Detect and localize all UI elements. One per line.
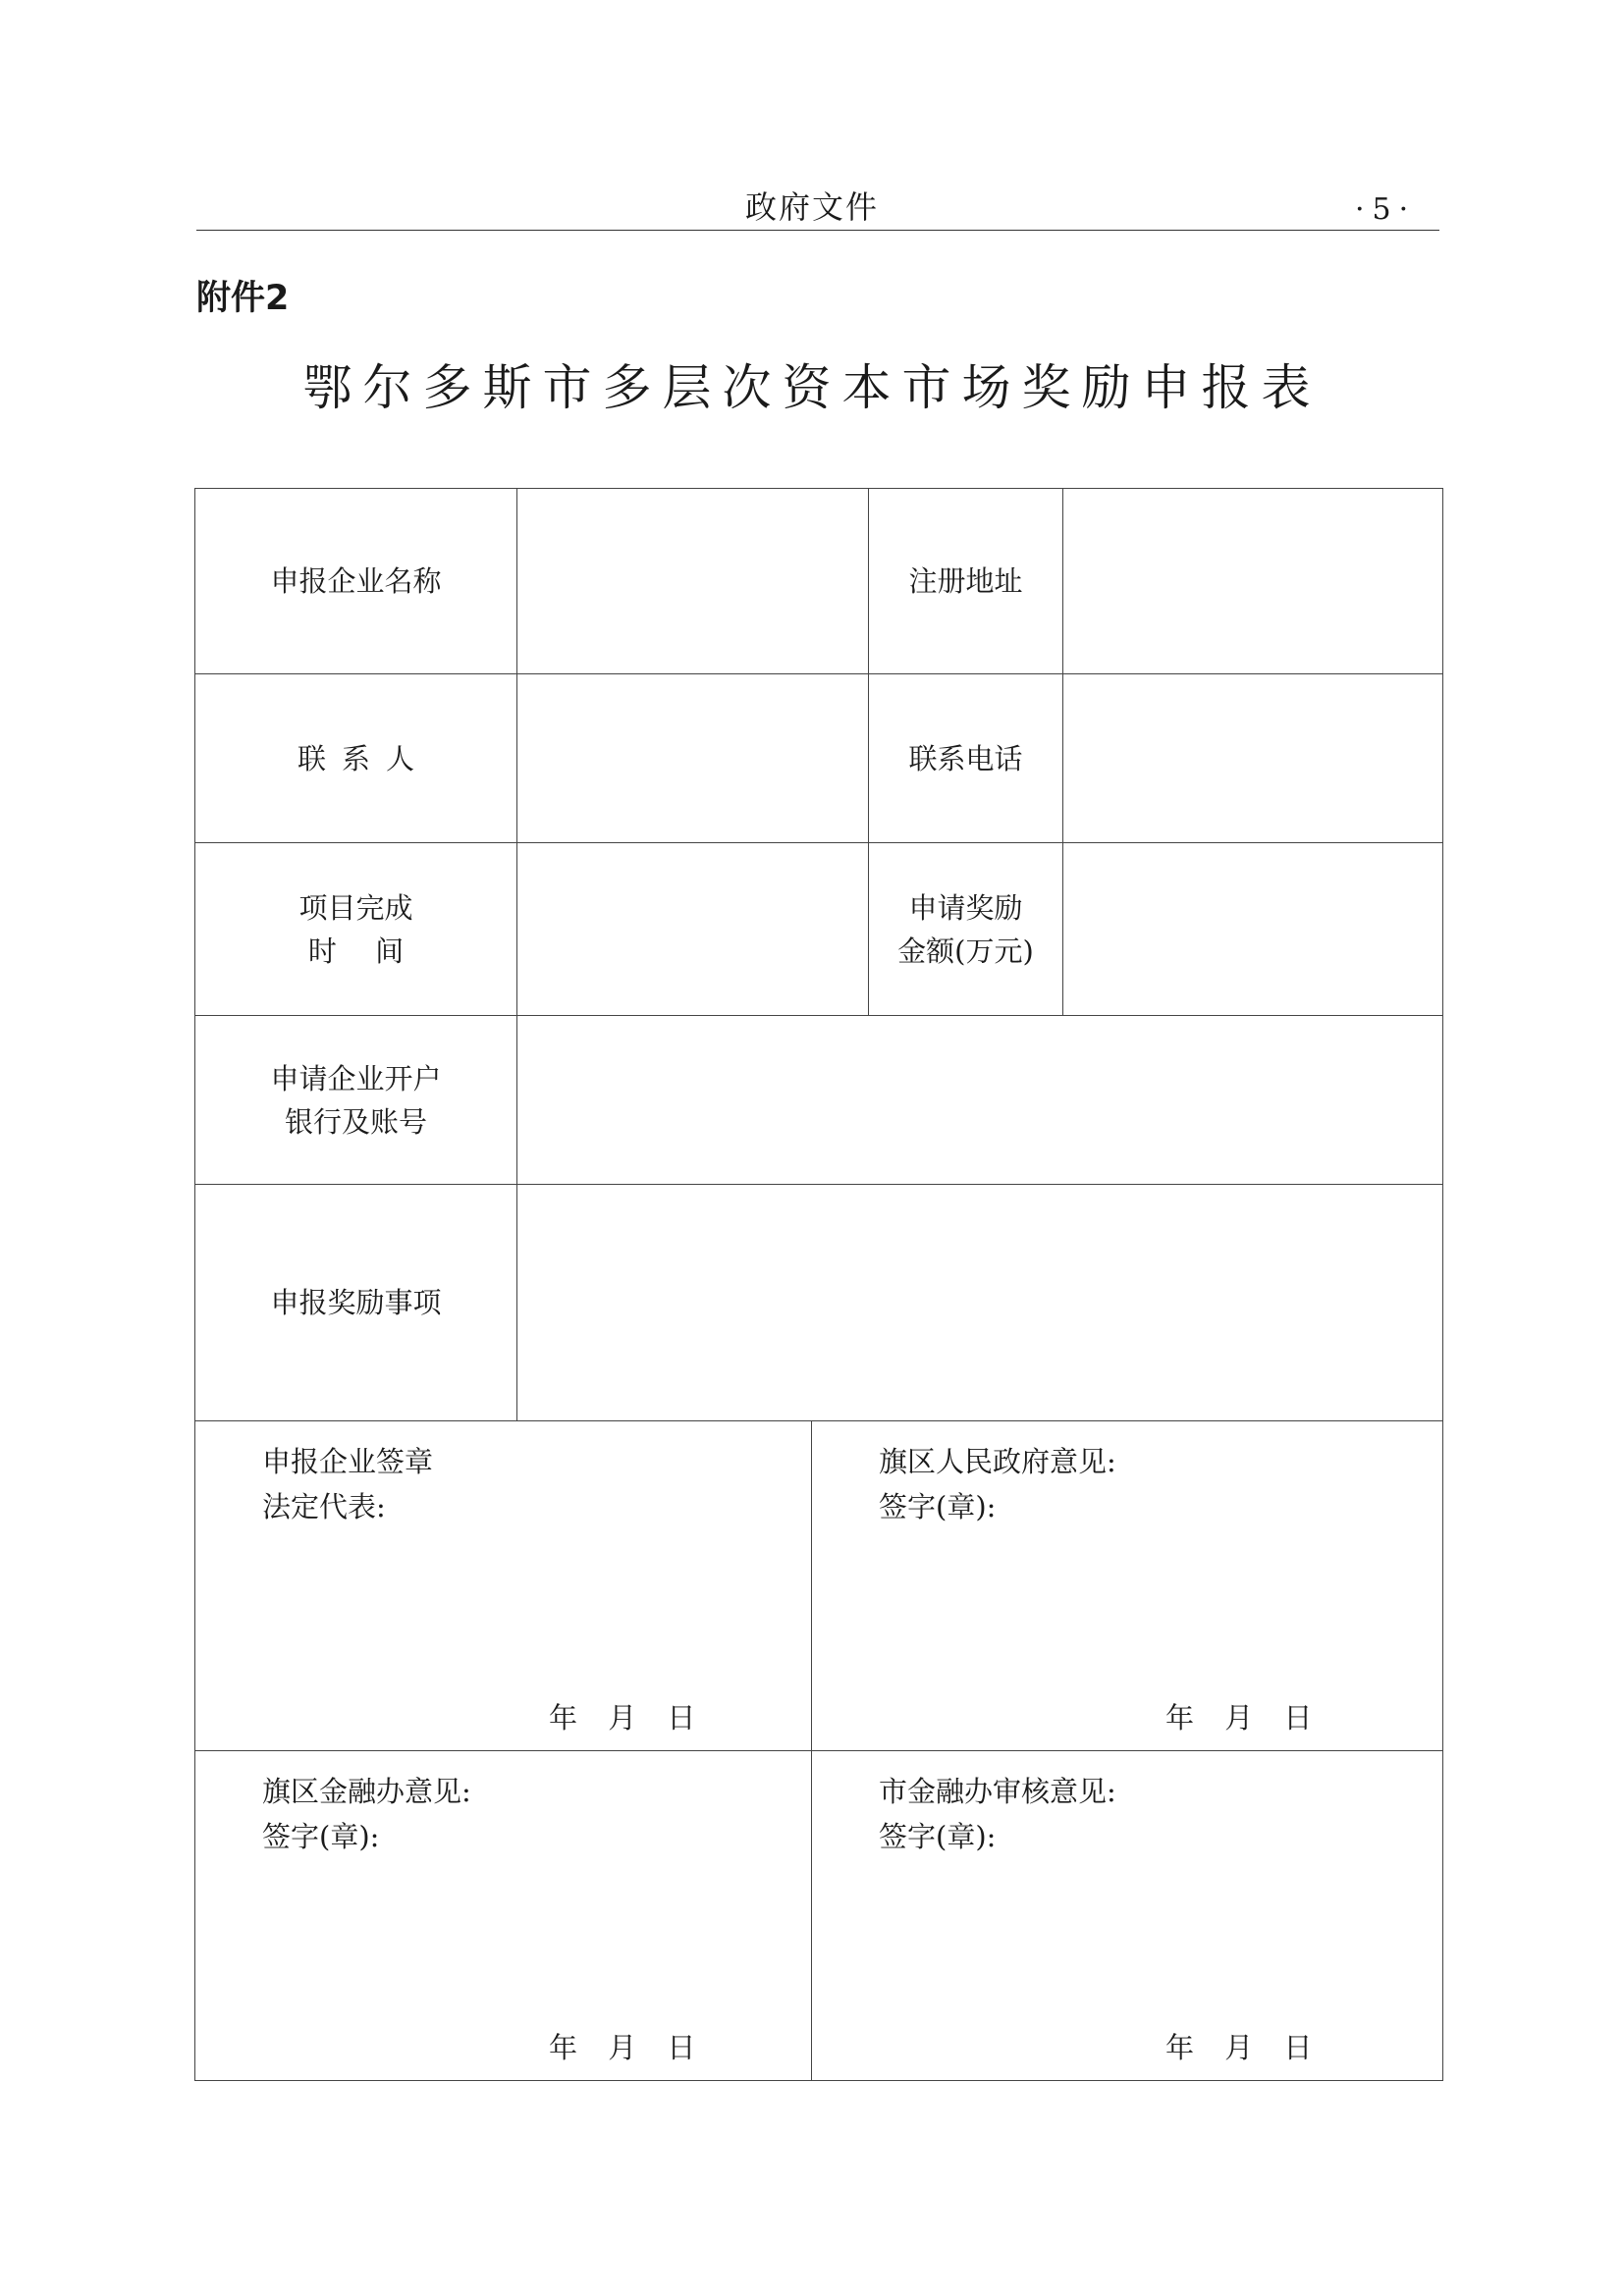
- banner-finance-office-opinion-title: 旗区金融办意见:: [262, 1775, 471, 1808]
- completion-time-field[interactable]: [517, 843, 869, 1016]
- company-signature-date: 年 月 日: [549, 1701, 696, 1735]
- city-finance-office-opinion-cell[interactable]: [812, 1751, 1443, 2081]
- city-finance-office-date: 年 月 日: [1165, 2031, 1313, 2064]
- banner-government-opinion-cell[interactable]: [812, 1421, 1443, 1751]
- running-header-title: 政府文件: [744, 188, 879, 226]
- banner-finance-office-date: 年 月 日: [549, 2031, 696, 2064]
- row-signatures-1: [195, 1421, 1443, 1751]
- banner-government-opinion-title: 旗区人民政府意见:: [879, 1445, 1116, 1478]
- row-company-name: [195, 489, 1443, 674]
- banner-government-signature-label: 签字(章):: [879, 1490, 997, 1523]
- form-title: 鄂尔多斯市多层次资本市场奖励申报表: [302, 359, 1322, 416]
- city-finance-office-opinion-title: 市金融办审核意见:: [879, 1775, 1116, 1808]
- page-number: ·5·: [1355, 192, 1417, 227]
- contact-phone-field[interactable]: [1063, 674, 1443, 843]
- contact-person-field[interactable]: [517, 674, 869, 843]
- reward-amount-field[interactable]: [1063, 843, 1443, 1016]
- registered-address-label: 注册地址: [869, 489, 1063, 674]
- reward-items-field[interactable]: [517, 1185, 1443, 1421]
- banner-finance-office-opinion-cell[interactable]: [195, 1751, 812, 2081]
- company-name-field[interactable]: [517, 489, 869, 674]
- reward-items-label: 申报奖励事项: [195, 1185, 517, 1421]
- company-name-label: 申报企业名称: [195, 489, 517, 674]
- company-signature-cell[interactable]: [195, 1421, 812, 1751]
- row-bank-account: [195, 1016, 1443, 1185]
- registered-address-field[interactable]: [1063, 489, 1443, 674]
- contact-person-label: 联系人: [195, 674, 517, 843]
- application-form-table: [194, 488, 1443, 2081]
- legal-representative-label: 法定代表:: [262, 1490, 386, 1523]
- contact-phone-label: 联系电话: [869, 674, 1063, 843]
- attachment-label: 附件2: [196, 279, 290, 318]
- banner-finance-office-signature-label: 签字(章):: [262, 1820, 380, 1853]
- row-contact: [195, 674, 1443, 843]
- row-time-amount: [195, 843, 1443, 1016]
- completion-time-label: 项目完成 时 间: [195, 843, 517, 1016]
- row-reward-items: [195, 1185, 1443, 1421]
- city-finance-office-signature-label: 签字(章):: [879, 1820, 997, 1853]
- row-signatures-2: [195, 1751, 1443, 2081]
- banner-government-date: 年 月 日: [1165, 1701, 1313, 1735]
- bank-account-label: 申请企业开户 银行及账号: [195, 1016, 517, 1185]
- company-signature-title: 申报企业签章: [262, 1445, 434, 1478]
- bank-account-field[interactable]: [517, 1016, 1443, 1185]
- header-rule: [196, 230, 1439, 231]
- reward-amount-label: 申请奖励 金额(万元): [869, 843, 1063, 1016]
